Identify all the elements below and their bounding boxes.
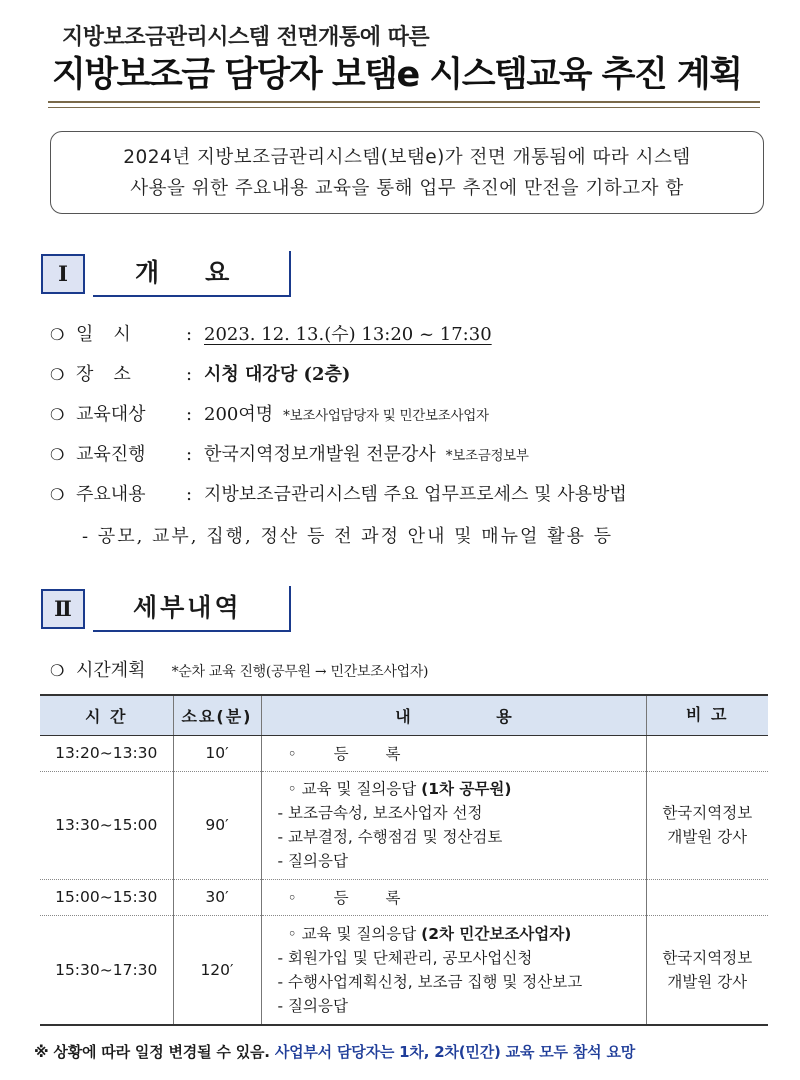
row-item: - 질의응답	[277, 996, 348, 1015]
section-1-number: Ⅰ	[41, 254, 85, 294]
overview-item-label: 일시	[76, 324, 151, 345]
circle-bullet-icon: ❍	[50, 405, 65, 424]
document-subtitle: 지방보조금관리시스템 전면개통에 따른	[62, 25, 430, 50]
section-2-number: Ⅱ	[41, 589, 85, 629]
row-duration: 10′	[173, 735, 261, 771]
overview-item-value: 시청 대강당 (2층)	[204, 364, 351, 385]
circle-bullet-icon: ❍	[50, 485, 65, 504]
column-header-time: 시 간	[40, 695, 173, 735]
row-duration: 120′	[173, 915, 261, 1025]
table-row	[40, 771, 768, 879]
row-item: - 수행사업계획신청, 보조금 집행 및 정산보고	[277, 972, 583, 991]
overview-content-detail: - 공모, 교부, 집행, 정산 등 전 과정 안내 및 매뉴얼 활용 등	[82, 526, 614, 547]
overview-item-label: 장소	[76, 364, 151, 385]
row-item: - 교부결정, 수행점검 및 정산검토	[277, 828, 503, 846]
document-title: 지방보조금 담당자 보탬e 시스템교육 추진 계획	[52, 55, 742, 95]
overview-item-datetime: ❍ 일시 : 2023. 12. 13.(수) 13:20 ~ 17:30	[50, 320, 770, 360]
overview-item-target: ❍ 교육대상 : 200여명 *보조사업담당자 및 민간보조사업자	[50, 400, 770, 440]
row-duration: 30′	[173, 879, 261, 915]
row-duration: 90′	[173, 771, 261, 879]
summary-line-2: 사용을 위한 주요내용 교육을 통해 업무 추진에 만전을 기하고자 함	[130, 178, 684, 199]
table-header-row	[40, 695, 768, 735]
row-note: 한국지역정보 개발원 강사	[646, 915, 768, 1025]
overview-item-value: 지방보조금관리시스템 주요 업무프로세스 및 사용방법	[204, 484, 627, 505]
summary-line-1: 2024년 지방보조금관리시스템(보탬e)가 전면 개통됨에 따라 시스템	[123, 147, 691, 168]
row-title: ◦ 등 록	[287, 745, 417, 763]
row-note	[646, 879, 768, 915]
footnote	[34, 1041, 635, 1062]
row-item: - 회원가입 및 단체관리, 공모사업신청	[277, 948, 533, 967]
table-row	[40, 879, 768, 915]
row-title: ◦ 교육 및 질의응답 (2차 민간보조사업자)	[287, 924, 572, 943]
table-row	[40, 735, 768, 771]
overview-item-place: ❍ 장소 : 시청 대강당 (2층)	[50, 360, 770, 400]
row-time: 13:30~15:00	[40, 771, 173, 879]
row-time: 13:20~13:30	[40, 735, 173, 771]
row-item: - 질의응답	[277, 852, 348, 870]
footnote-notice: ※ 상황에 따라 일정 변경될 수 있음.	[34, 1043, 275, 1061]
column-header-content: 내 용	[261, 695, 646, 735]
footnote-attendance-notice: 사업부서 담당자는 1차, 2차(민간) 교육 모두 참석 요망	[274, 1043, 636, 1061]
schedule-table	[40, 694, 768, 1026]
row-title: ◦ 교육 및 질의응답 (1차 공무원)	[287, 780, 512, 798]
row-item: - 보조금속성, 보조사업자 선정	[277, 804, 483, 822]
circle-bullet-icon: ❍	[50, 325, 65, 344]
row-title: ◦ 등 록	[287, 889, 417, 907]
overview-item-instructor: ❍ 교육진행 : 한국지역정보개발원 전문강사 *보조금정보부	[50, 440, 770, 480]
circle-bullet-icon: ❍	[50, 661, 65, 680]
row-time: 15:30~17:30	[40, 915, 173, 1025]
overview-item-note: *보조금정보부	[445, 448, 529, 464]
overview-list	[50, 320, 770, 520]
overview-item-label: 교육진행	[76, 444, 146, 465]
column-header-note: 비 고	[646, 695, 768, 735]
schedule-heading	[50, 656, 428, 682]
schedule-note: *순차 교육 진행(공무원 → 민간보조사업자)	[171, 664, 429, 680]
row-time: 15:00~15:30	[40, 879, 173, 915]
row-note: 한국지역정보 개발원 강사	[646, 771, 768, 879]
overview-item-label: 주요내용	[76, 484, 146, 505]
section-1-label: 개요	[93, 251, 291, 297]
title-divider	[48, 101, 760, 108]
section-2-label: 세부내역	[93, 586, 291, 632]
purpose-summary-box	[50, 131, 764, 214]
column-header-duration: 소요(분)	[173, 695, 261, 735]
overview-item-value: 한국지역정보개발원 전문강사	[204, 444, 436, 465]
circle-bullet-icon: ❍	[50, 445, 65, 464]
row-note	[646, 735, 768, 771]
schedule-label: 시간계획	[76, 660, 146, 681]
overview-item-note: *보조사업담당자 및 민간보조사업자	[283, 408, 489, 424]
overview-item-content: ❍ 주요내용 : 지방보조금관리시스템 주요 업무프로세스 및 사용방법	[50, 480, 770, 520]
table-row	[40, 915, 768, 1025]
overview-item-value: 200여명	[204, 404, 274, 425]
circle-bullet-icon: ❍	[50, 365, 65, 384]
overview-item-value: 2023. 12. 13.(수) 13:20 ~ 17:30	[204, 324, 492, 345]
overview-item-label: 교육대상	[76, 404, 146, 425]
